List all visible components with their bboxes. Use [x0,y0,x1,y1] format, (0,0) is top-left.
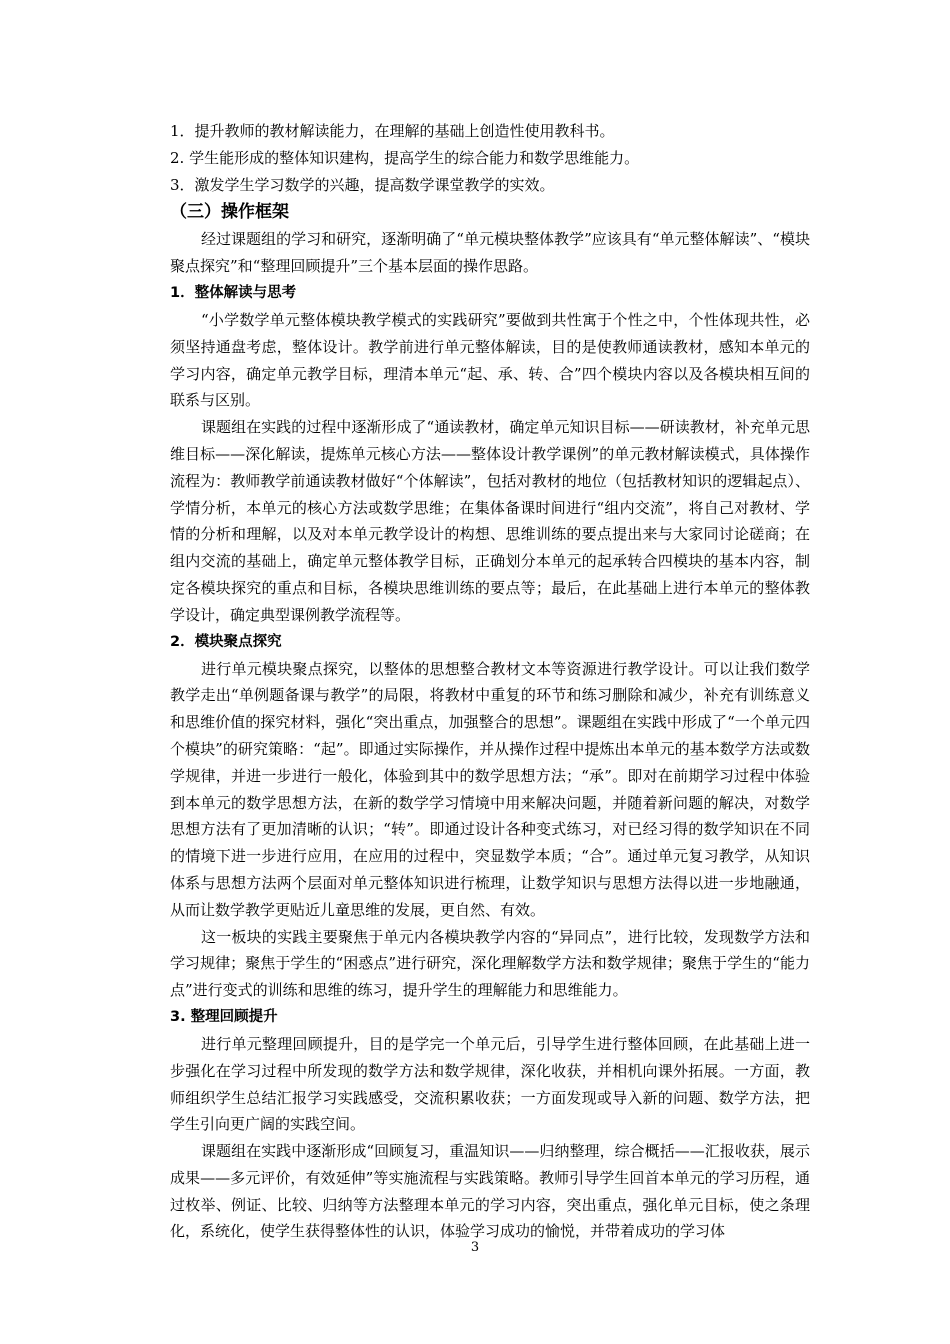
page-number: 3 [470,1240,480,1255]
page-content [170,118,810,1245]
intro-paragraph: 经过课题组的学习和研究，逐渐明确了“单元模块整体教学”应该具有“单元整体解读”、“模块聚点探究”和“整理回顾提升”三个基本层面的操作思路。 [170,230,810,276]
subsection-heading-1: 1．整体解读与思考 [170,284,297,301]
section-heading: （三）操作框架 [170,202,289,223]
sub2-paragraph-2: 这一板块的实践主要聚焦于单元内各模块教学内容的“异同点”，进行比较，发现数学方法和学习规律；聚焦于学生的“困惑点”进行研究，深化理解数学方法和数学规律；聚焦于学生的“能力点”进行变式的训练和思维的练习，提升学生的理解能力和思维能力。 [170,927,810,1000]
subsection-heading-3: 3. 整理回顾提升 [170,1008,278,1025]
subsection-heading-2: 2．模块聚点探究 [170,633,282,650]
sub3-paragraph-1: 进行单元整理回顾提升，目的是学完一个单元后，引导学生进行整体回顾，在此基础上进一步强化在学习过程中所发现的数学方法和数学规律，深化收获，并相机向课外拓展。一方面，教师组织学生总结汇报学习实践感受，交流积累收获；一方面发现或导入新的问题、数学方法，把学生引向更广阔的实践空间。 [170,1034,810,1134]
sub2-paragraph-1: 进行单元模块聚点探究，以整体的思想整合教材文本等资源进行教学设计。可以让我们数学教学走出“单例题备课与教学”的局限，将教材中重复的环节和练习删除和减少，补充有训练意义和思维价值的探究材料，强化“突出重点，加强整合的思想”。课题组在实践中形成了“一个单元四个模块”的研究策略：“起”。即通过实际操作，并从操作过程中提炼出本单元的基本数学方法或数学规律，并进一步进行一般化，体验到其中的数学思想方法；“承”。即对在前期学习过程中体验到本单元的数学思想方法，在新的数学学习情境中用来解决问题，并随着新问题的解决，对数学思想方法有了更加清晰的认识；“转”。即通过设计各种变式练习，对已经习得的数学知识在不同的情境下进一步进行应用，在应用的过程中，突显数学本质；“合”。通过单元复习教学，从知识体系与思想方法两个层面对单元整体知识进行梳理，让数学知识与思想方法得以进一步地融通，从而让数学教学更贴近儿童思维的发展，更自然、有效。 [170,659,810,919]
goal-item-3: 3．激发学生学习数学的兴趣，提高数学课堂教学的实效。 [170,175,555,194]
goal-item-1: 1．提升教师的教材解读能力，在理解的基础上创造性使用教科书。 [170,122,615,140]
sub1-paragraph-2: 课题组在实践的过程中逐渐形成了“通读教材，确定单元知识目标——研读教材，补充单元思维目标——深化解读，提炼单元核心方法——整体设计教学课例”的单元教材解读模式，具体操作流程为：教师教学前通读教材做好“个体解读”，包括对教材的地位（包括教材知识的逻辑起点）、学情分析，本单元的核心方法或数学思维；在集体备课时间进行“组内交流”，将自己对教材、学情的分析和理解，以及对本单元教学设计的构想、思维训练的要点提出来与大家同讨论磋商；在组内交流的基础上，确定单元整体教学目标，正确划分本单元的起承转合四模块的基本内容，制定各模块探究的重点和目标，各模块思维训练的要点等；最后，在此基础上进行本单元的整体教学设计，确定典型课例教学流程等。 [170,418,810,624]
goal-item-2: 2. 学生能形成的整体知识建构，提高学生的综合能力和数学思维能力。 [170,148,640,167]
sub1-paragraph-1: “小学数学单元整体模块教学模式的实践研究”要做到共性寓于个性之中，个性体现共性，必须坚持通盘考虑，整体设计。教学前进行单元整体解读，目的是使教师通读教材，感知本单元的学习内容，确定单元教学目标，理清本单元“起、承、转、合”四个模块内容以及各模块相互间的联系与区别。 [170,310,810,410]
sub3-paragraph-2: 课题组在实践中逐渐形成“回顾复习，重温知识——归纳整理，综合概括——汇报收获，展示成果——多元评价，有效延伸”等实施流程与实践策略。教师引导学生回首本单元的学习历程，通过枚举、例证、比较、归纳等方法整理本单元的学习内容，突出重点，强化单元目标，使之条理化，系统化，使学生获得整体性的认识，体验学习成功的愉悦，并带着成功的学习体 [170,1142,810,1241]
